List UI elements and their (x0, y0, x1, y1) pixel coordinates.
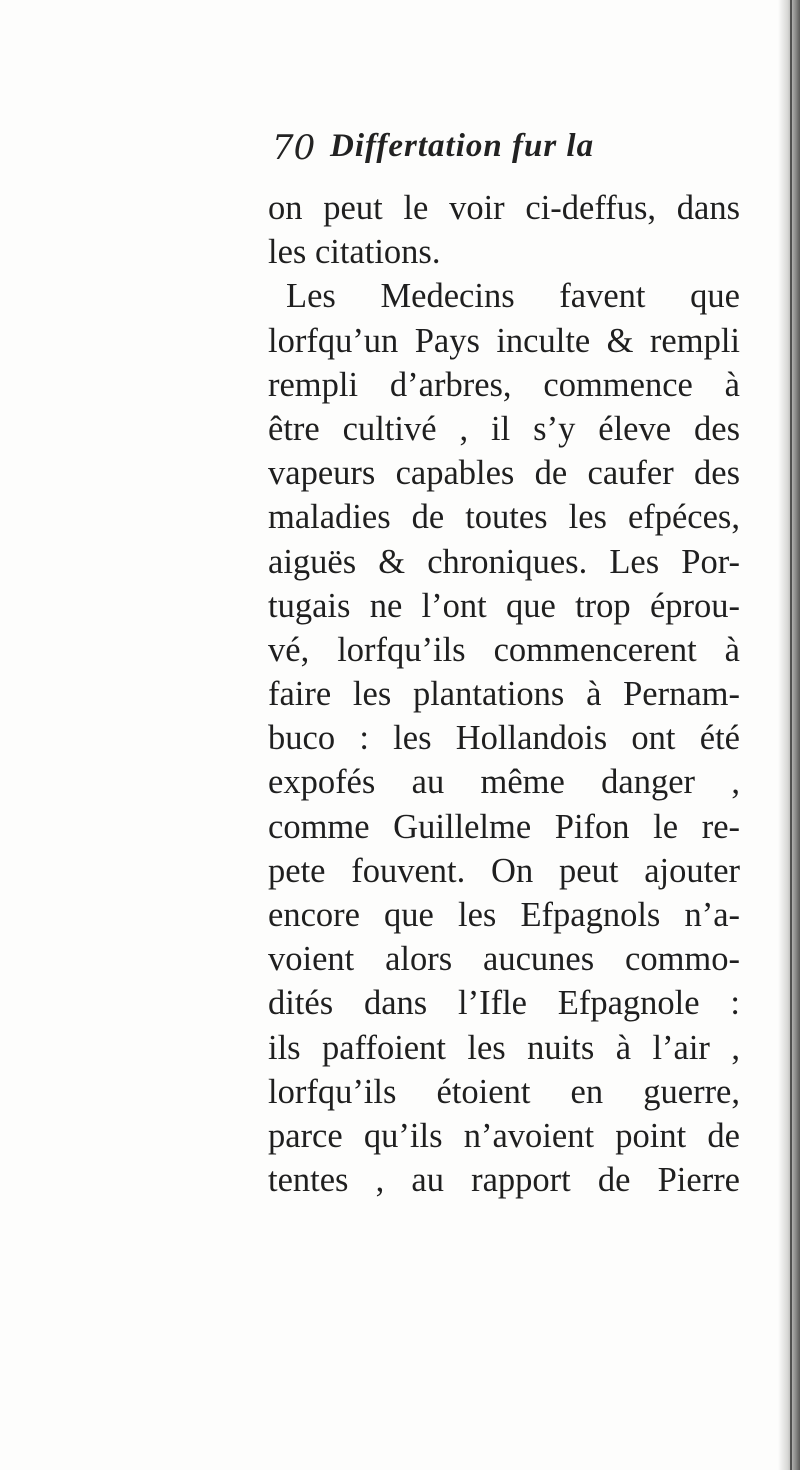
text-line: expofés au même danger , (268, 763, 740, 802)
text-line: parce qu’ils n’avoient point de (268, 1116, 740, 1155)
page-edge-line (790, 0, 792, 1470)
text-line: voient alors aucunes commo- (268, 940, 740, 979)
text-line: ils paffoient les nuits à l’air , (268, 1028, 740, 1067)
text-line: tugais ne l’ont que trop éprou- (268, 586, 740, 625)
text-line: on peut le voir ci-deffus, dans (268, 189, 740, 227)
page-number: 70 (272, 128, 316, 168)
text-line: lorfqu’un Pays inculte & rempli (268, 321, 740, 360)
running-title: Differtation fur la (330, 128, 595, 164)
text-line: faire les plantations à Pernam- (268, 675, 740, 714)
text-line: les citations. (268, 233, 441, 272)
text-line: tentes , au rapport de Pierre (268, 1161, 740, 1200)
page-edge-shadow (778, 0, 800, 1470)
text-line: rempli d’arbres, commence à (268, 365, 740, 404)
text-line: buco : les Hollandois ont été (268, 719, 740, 758)
text-line: comme Guillelme Pifon le re- (268, 807, 740, 846)
text-line: dités dans l’Ifle Efpagnole : (268, 984, 740, 1023)
text-line: vé, lorfqu’ils commencerent à (268, 630, 740, 669)
text-line: lorfqu’ils étoient en guerre, (268, 1072, 740, 1111)
text-line: être cultivé , il s’y éleve des (268, 409, 740, 448)
text-line: pete fouvent. On peut ajouter (268, 851, 740, 890)
text-line: encore que les Efpagnols n’a- (268, 896, 740, 934)
body-text (268, 186, 740, 1202)
text-line: Les Medecins favent que (286, 277, 740, 316)
text-line: maladies de toutes les efpéces, (268, 498, 740, 537)
text-line: aiguës & chroniques. Les Por- (268, 542, 740, 581)
text-line: vapeurs capables de caufer des (268, 454, 740, 493)
running-head (272, 128, 732, 188)
